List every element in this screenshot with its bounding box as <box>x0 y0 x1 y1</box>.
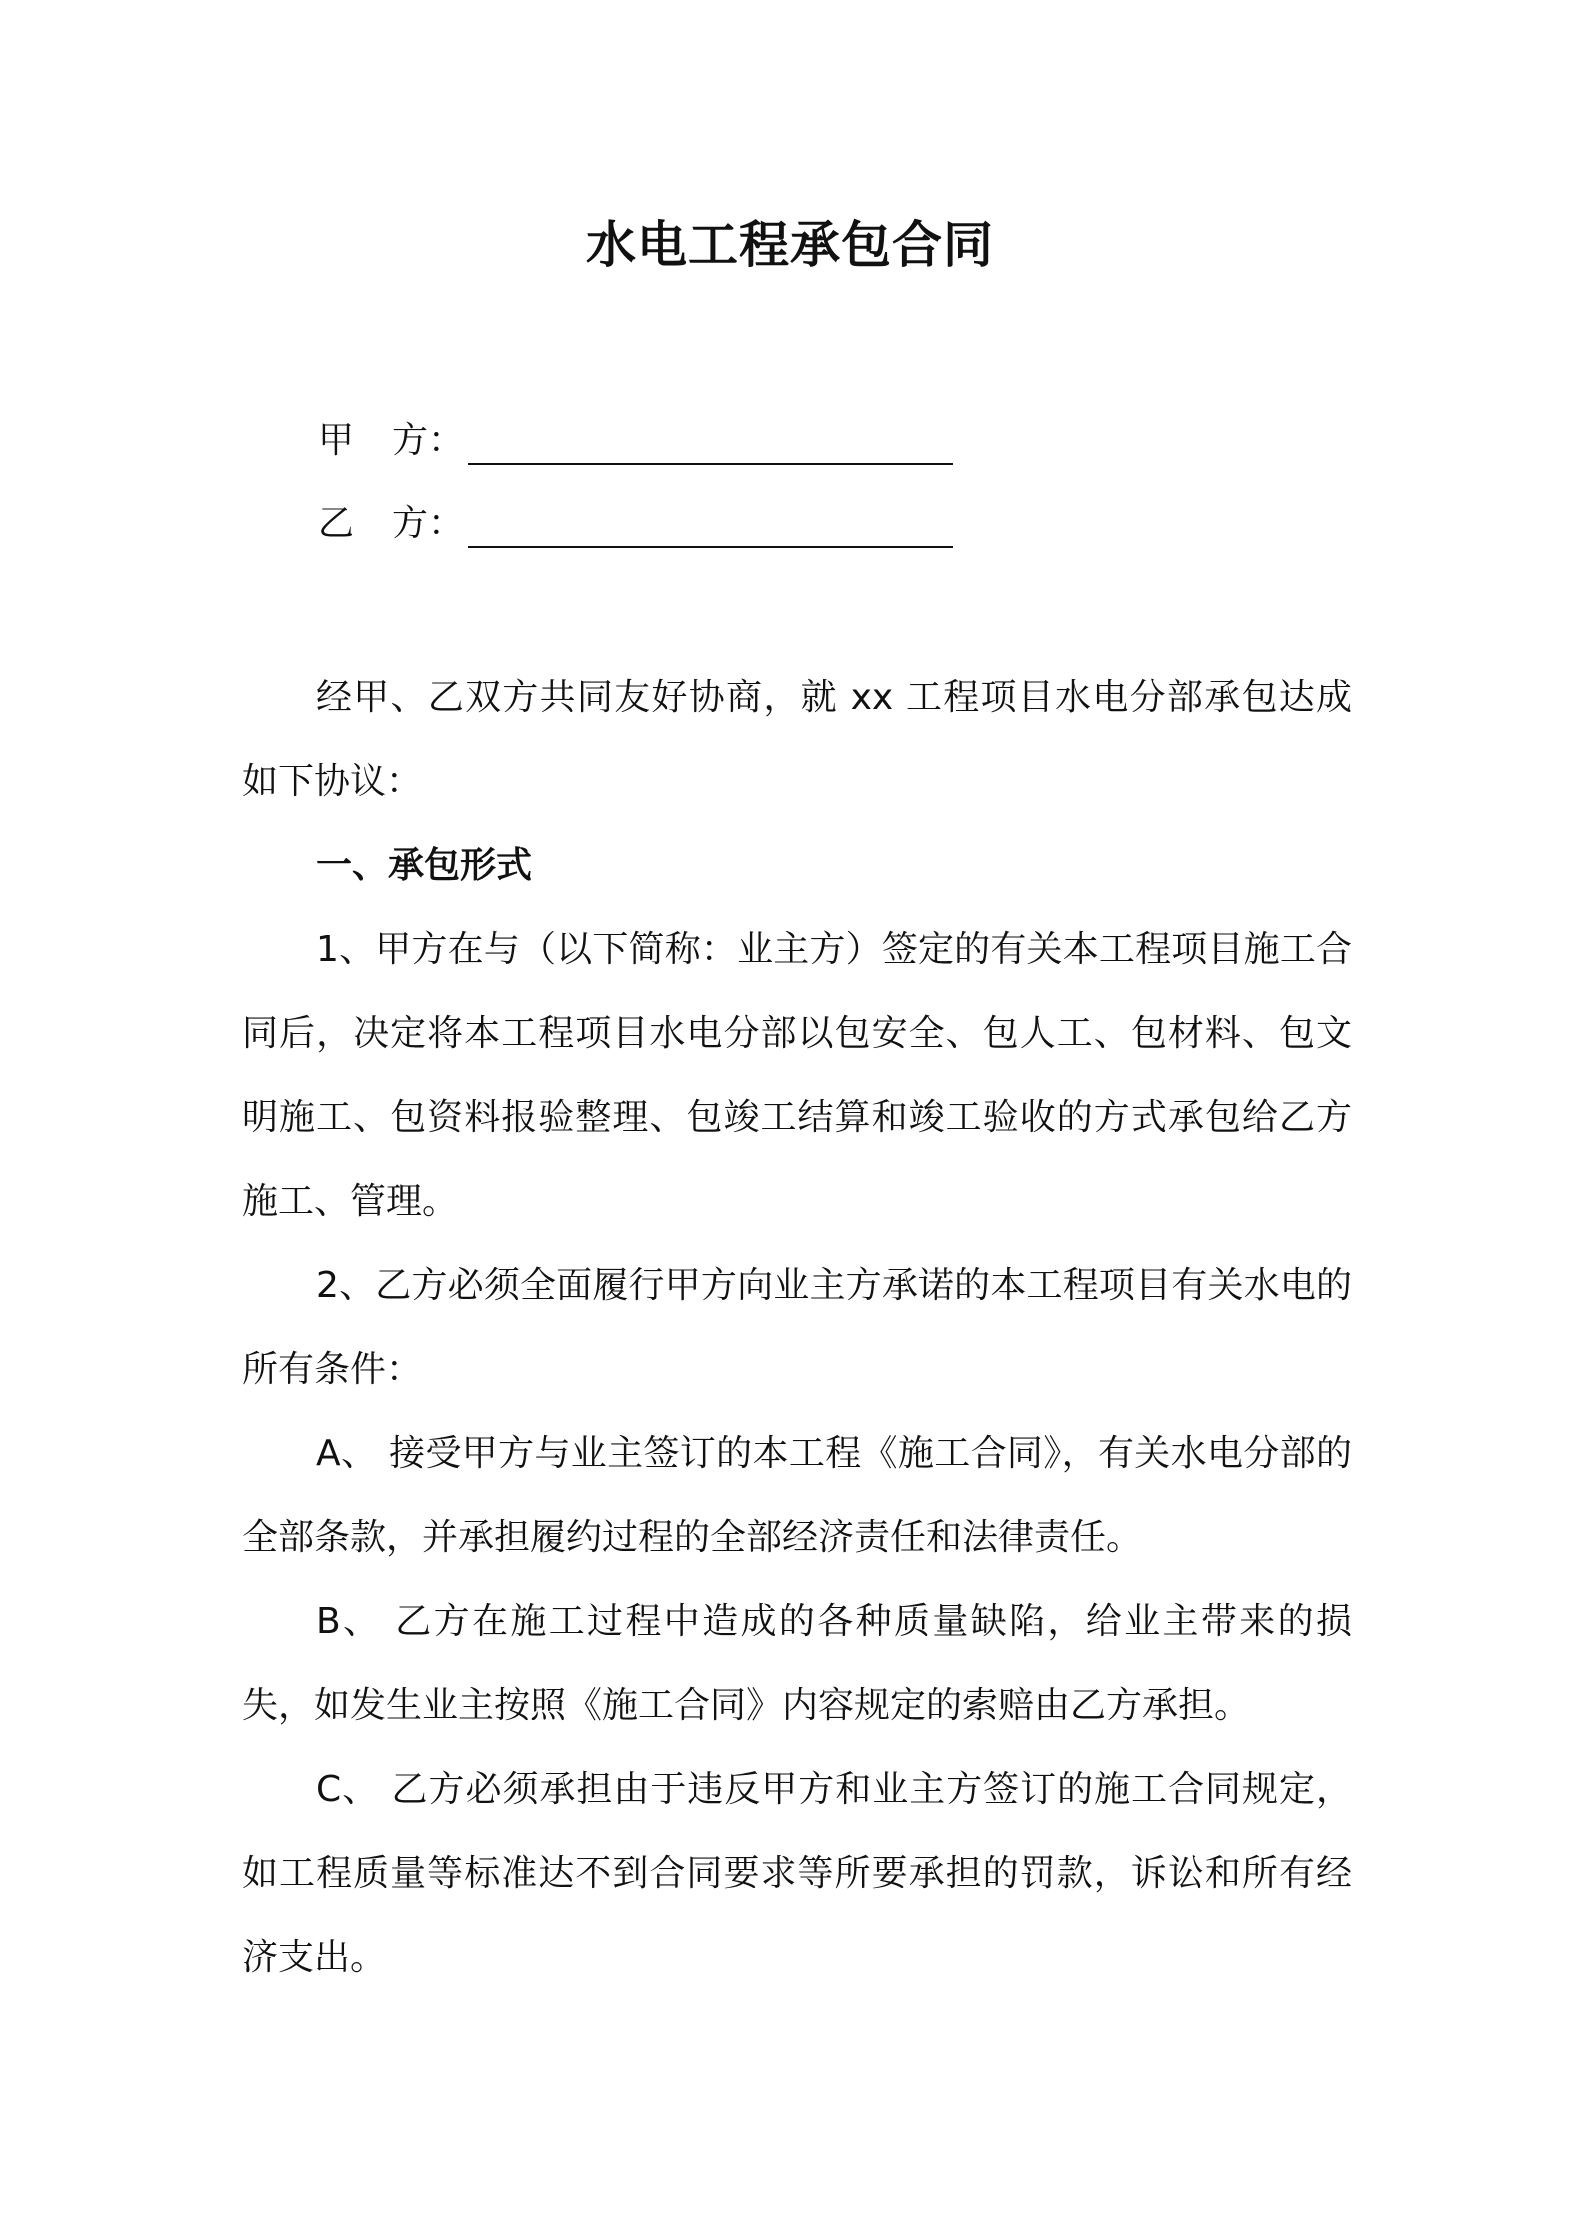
party-b-label-suffix: 方： <box>392 503 465 544</box>
clause-2a-paragraph: A、 接受甲方与业主签订的本工程《施工合同》，有关水电分部的全部条款，并承担履约过程的全部经济责任和法律责任。 <box>242 1433 1352 1558</box>
intro-paragraph: 经甲、乙双方共同友好协商，就 xx 工程项目水电分部承包达成如下协议： <box>242 677 1352 802</box>
party-a-label <box>318 417 468 465</box>
clause-2c-paragraph: C、 乙方必须承担由于违反甲方和业主方签订的施工合同规定，如工程质量等标准达不到合同要求等所要承担的罚款，诉讼和所有经济支出。 <box>242 1769 1352 1978</box>
contract-body <box>242 656 1352 2000</box>
party-a-blank-line[interactable] <box>468 413 953 465</box>
party-b-blank-line[interactable] <box>468 496 953 548</box>
section-heading: 一、承包形式 <box>316 845 533 886</box>
party-a-label-char: 甲 <box>318 420 355 461</box>
clause-2b-paragraph: B、 乙方在施工过程中造成的各种质量缺陷，给业主带来的损失，如发生业主按照《施工合同》内容规定的索赔由乙方承担。 <box>242 1601 1352 1726</box>
party-a-label-suffix: 方： <box>392 420 465 461</box>
party-b-label <box>318 500 468 548</box>
party-b-label-char: 乙 <box>318 503 355 544</box>
clause-2-paragraph: 2、乙方必须全面履行甲方向业主方承诺的本工程项目有关水电的所有条件： <box>242 1265 1352 1390</box>
party-a-row <box>318 405 953 465</box>
party-b-row <box>318 488 953 548</box>
document-title: 水电工程承包合同 <box>586 216 994 274</box>
clause-1-paragraph: 1、甲方在与（以下简称：业主方）签定的有关本工程项目施工合同后，决定将本工程项目水电分部以包安全、包人工、包材料、包文明施工、包资料报验整理、包竣工结算和竣工验收的方式承包给乙方施工、管理。 <box>242 929 1352 1222</box>
